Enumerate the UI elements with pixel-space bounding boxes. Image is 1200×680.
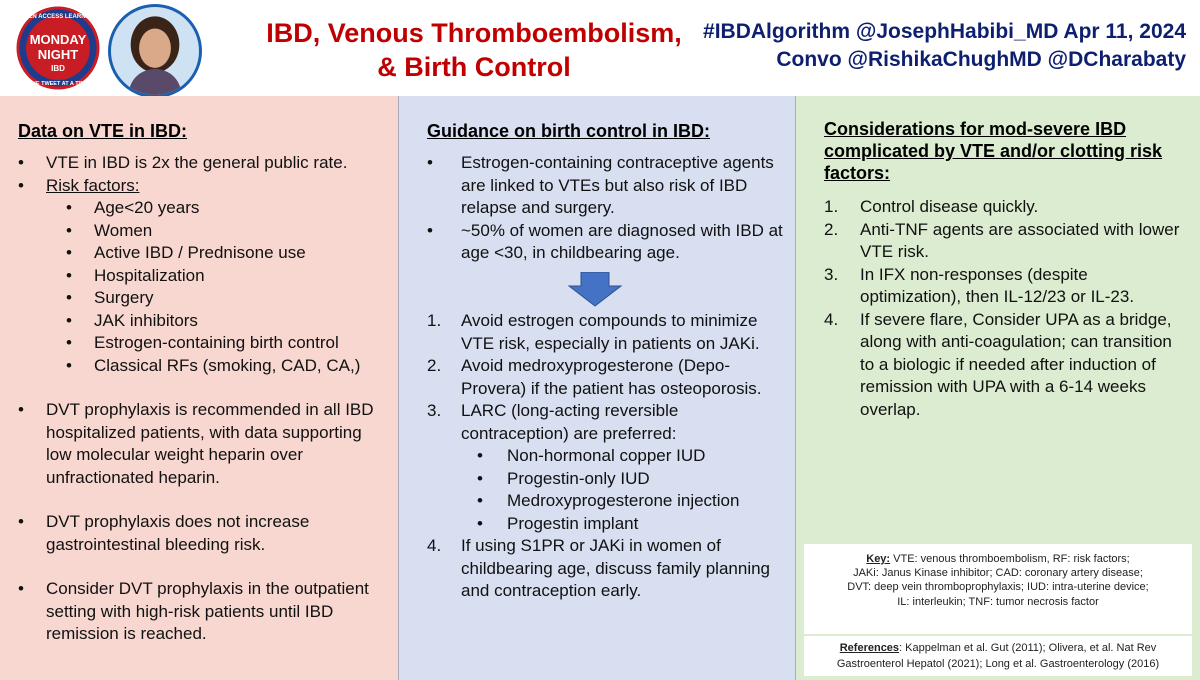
larc-item: • Progestin-only IUD xyxy=(477,468,650,488)
risk-factor-item: • Women xyxy=(66,220,153,240)
list-item: 4. If severe flare, Consider UPA as a bridge, along with anti-coagulation; can transition to a biologic if needed after induction of remission with UPA with a 6-14 weeks overlap. xyxy=(824,309,1172,419)
svg-text:ONE TWEET AT A TIME: ONE TWEET AT A TIME xyxy=(27,81,89,87)
references-label: References xyxy=(839,642,900,654)
list-item: • DVT prophylaxis is recommended in all IBD hospitalized patients, with data supporting low molecular weight heparin over unfractionated heparin. xyxy=(18,400,374,487)
list-item: • Consider DVT prophylaxis in the outpatient setting with high-risk patients until IBD remission is reached. xyxy=(18,579,369,643)
portrait-image xyxy=(111,7,199,95)
list-item: 2. Avoid medroxyprogesterone (Depo-Provera) if the patient has osteoporosis. xyxy=(427,356,762,398)
list-item: • VTE in IBD is 2x the general public rate. xyxy=(18,153,348,172)
title-line-2: & Birth Control xyxy=(377,52,571,82)
risk-factor-item: • Classical RFs (smoking, CAD, CA,) xyxy=(66,355,361,375)
considerations-heading: Considerations for mod-severe IBD complicated by VTE and/or clotting risk factors: xyxy=(824,119,1163,183)
monday-night-ibd-logo xyxy=(12,6,104,90)
header xyxy=(0,0,1200,92)
key-line-4: IL: interleukin; TNF: tumor necrosis factor xyxy=(897,595,1099,608)
risk-factor-item: • JAK inhibitors xyxy=(66,310,198,330)
risk-factor-item: • Hospitalization xyxy=(66,265,205,285)
birth-control-heading: Guidance on birth control in IBD: xyxy=(427,121,710,141)
key-line-2: JAKi: Janus Kinase inhibitor; CAD: coronary artery disease; xyxy=(853,567,1143,580)
page-title xyxy=(244,16,704,84)
list-item: • ~50% of women are diagnosed with IBD at age <30, in childbearing age. xyxy=(427,220,783,262)
key-line-1: VTE: venous thromboembolism, RF: risk factors; xyxy=(893,553,1130,565)
meta-line-2: Convo @RishikaChughMD @DCharabaty xyxy=(776,48,1186,71)
list-item: 3. LARC (long-acting reversible contraception) are preferred: • Non-hormonal copper IUD • Progestin-only IUD • Medroxyprogesterone injection • Progestin implant xyxy=(427,400,787,535)
vte-data-panel xyxy=(0,96,398,680)
considerations-list xyxy=(824,196,1184,421)
vte-data-list xyxy=(18,152,388,646)
larc-item: • Medroxyprogesterone injection xyxy=(477,491,740,510)
risk-factor-item: • Active IBD / Prednisone use xyxy=(66,243,306,262)
references-box xyxy=(804,636,1192,676)
risk-factor-item: • Estrogen-containing birth control xyxy=(66,333,339,352)
list-item: • Estrogen-containing contraceptive agents are linked to VTEs but also risk of IBD relapse and surgery. xyxy=(427,153,774,217)
references-text: : Kappelman et al. Gut (2011); Olivera, et al. Nat Rev Gastroenterol Hepatol (2021); Long et al. Gastroenterology (2016) xyxy=(836,642,1160,670)
meta-line-1: #IBDAlgorithm @JosephHabibi_MD Apr 11, 2024 xyxy=(703,20,1186,43)
svg-text:NIGHT: NIGHT xyxy=(37,47,79,62)
key-box xyxy=(804,544,1192,634)
vte-data-heading: Data on VTE in IBD: xyxy=(18,121,188,141)
birth-control-steps xyxy=(427,310,787,603)
risk-factor-item: • Age<20 years xyxy=(66,198,200,217)
list-item: 1. Avoid estrogen compounds to minimize VTE risk, especially in patients on JAKi. xyxy=(427,311,760,353)
list-item: 2. Anti-TNF agents are associated with lower VTE risk. xyxy=(824,219,1180,261)
larc-item: • Progestin implant xyxy=(477,513,639,533)
birth-control-bullets xyxy=(427,152,787,265)
key-line-3: DVT: deep vein thromboprophylaxis; IUD: intra-uterine device; xyxy=(847,581,1149,594)
list-item: • DVT prophylaxis does not increase gastrointestinal bleeding risk. xyxy=(18,512,310,554)
svg-text:OPEN ACCESS LEARNING: OPEN ACCESS LEARNING xyxy=(19,14,97,20)
birth-control-panel xyxy=(398,96,796,680)
considerations-panel xyxy=(796,96,1200,680)
list-item: 4. If using S1PR or JAKi in women of childbearing age, discuss family planning and contraception early. xyxy=(427,536,771,600)
key-label: Key: xyxy=(866,553,891,565)
list-item: 3. In IFX non-responses (despite optimization), then IL-12/23 or IL-23. xyxy=(824,264,1135,306)
list-item: • Risk factors: • Age<20 years • Women • Active IBD / Prednisone use • Hospitalization • Surgery • JAK inhibitors • Estrogen-containing birth control • Classical RFs (smoking, CAD, CA,) xyxy=(18,175,388,378)
title-line-1: IBD, Venous Thromboembolism, xyxy=(266,18,682,48)
list-item: 1. Control disease quickly. xyxy=(824,197,1039,216)
avatar xyxy=(108,4,202,98)
risk-factor-list xyxy=(66,197,388,377)
risk-factor-item: • Surgery xyxy=(66,288,154,307)
svg-text:IBD: IBD xyxy=(51,64,65,73)
header-meta xyxy=(703,18,1186,74)
larc-item: • Non-hormonal copper IUD xyxy=(477,446,706,465)
svg-text:MONDAY: MONDAY xyxy=(29,32,87,47)
down-arrow-icon xyxy=(567,272,623,308)
larc-list xyxy=(477,445,787,535)
